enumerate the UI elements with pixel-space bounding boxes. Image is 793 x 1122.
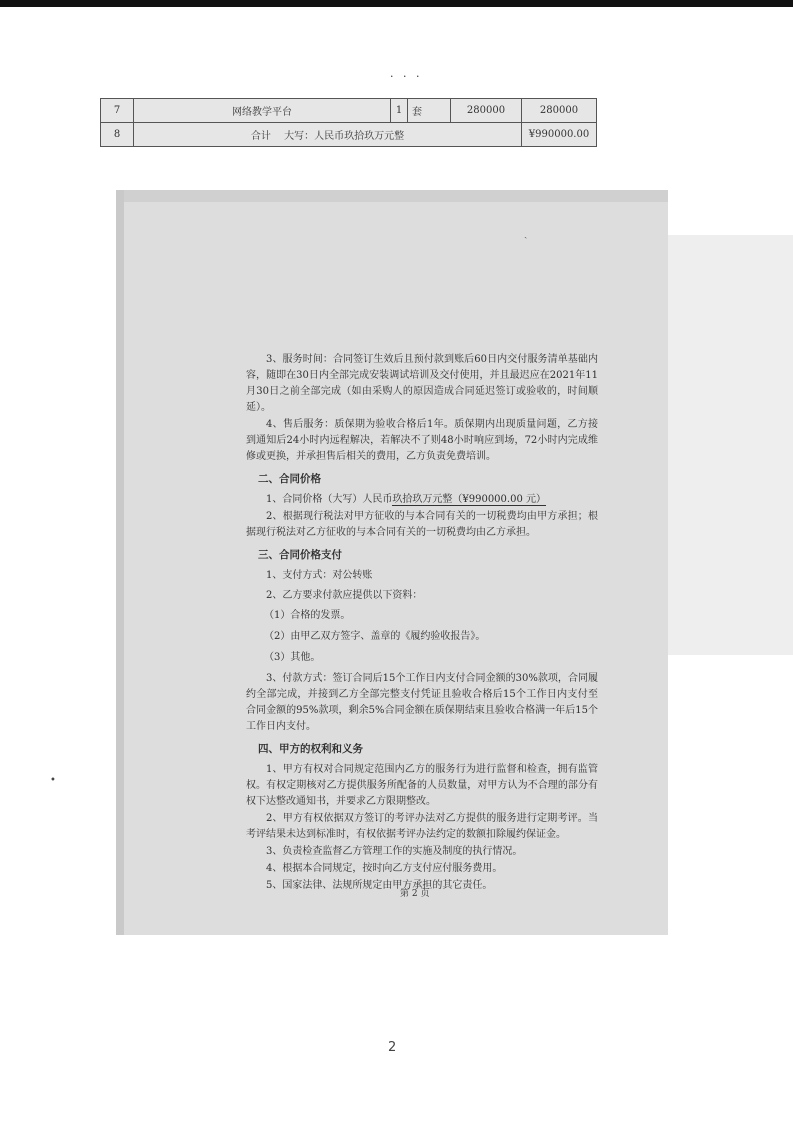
service-time-paragraph: 3、服务时间：合同签订生效后且预付款到账后60日内交付服务清单基础内容，随即在30日内全部完成安装调试培训及交付使用，并且最迟应在2021年11月30日之前全部完成（如由采购人的原因造成合同延迟签订或验收的，时间顺延）。 [246, 354, 598, 413]
price-paragraph [246, 492, 598, 508]
payment-documents: 2、乙方要求付款应提供以下资料： [266, 590, 423, 601]
right-paragraph-5: 5、国家法律、法规所规定由甲方承担的其它责任。 [266, 880, 493, 891]
top-border [0, 0, 793, 7]
document-item-other: （3）其他。 [264, 652, 321, 663]
item-unit-price: 280000 [451, 99, 522, 123]
document-item-invoice: （1）合格的发票。 [264, 610, 351, 621]
stray-mark: • [50, 775, 56, 786]
right-paragraph-3: 3、负责检查监督乙方管理工作的实施及制度的执行情况。 [266, 846, 523, 857]
right-paragraph-1: 1、甲方有权对合同规定范围内乙方的服务行为进行监督和检查，拥有监管权。有权定期核对乙方提供服务所配备的人员数量，对甲方认为不合理的部分有权下达整改通知书，并要求乙方限期整改。 [246, 764, 598, 807]
price-in-words: 玖拾玖万元整 [392, 494, 453, 505]
item-total: 280000 [522, 99, 597, 123]
sum-label: 合计 大写：人民币玖拾玖万元整 [134, 123, 522, 147]
header-marks: · · · [390, 70, 423, 83]
right-paragraph-4: 4、根据本合同规定，按时向乙方支付应付服务费用。 [266, 863, 503, 874]
scan-page-number: 第 2 页 [400, 889, 430, 899]
contract-text [246, 352, 598, 895]
payment-method: 1、支付方式：对公转账 [266, 570, 373, 581]
section-heading-price: 二、合同价格 [258, 473, 321, 485]
page-number: 2 [388, 1040, 397, 1055]
tax-paragraph: 2、根据现行税法对甲方征收的与本合同有关的一切税费均由甲方承担；根据现行税法对乙方征收的与本合同有关的一切税费均由乙方承担。 [246, 511, 598, 538]
table-row [101, 99, 597, 123]
item-quantity: 1 [391, 99, 408, 123]
price-prefix: 1、合同价格（大写）人民币 [266, 494, 393, 505]
section-heading-rights: 四、甲方的权利和义务 [258, 743, 363, 755]
payment-terms: 3、付款方式：签订合同后15个工作日内支付合同金额的30%款项，合同履约全部完成，并接到乙方全部完整支付凭证且验收合格后15个工作日内支付至合同金额的95%款项，剩余5%合同金额在质保期结束且验收合格满一年后15个工作日内支付。 [246, 673, 598, 732]
item-number: 8 [101, 123, 134, 147]
sum-total: ¥990000.00 [522, 123, 597, 147]
section-heading-payment: 三、合同价格支付 [258, 549, 342, 561]
sheet-top-shadow [124, 190, 668, 202]
pen-mark: ˏ [524, 228, 528, 239]
item-number: 7 [101, 99, 134, 123]
right-paragraph-2: 2、甲方有权依据双方签订的考评办法对乙方提供的服务进行定期考评。当考评结果未达到标准时，有权依据考评办法约定的数额扣除履约保证金。 [246, 813, 598, 840]
after-sales-paragraph: 4、售后服务：质保期为验收合格后1年。质保期内出现质量问题，乙方接到通知后24小时内远程解决，若解决不了则48小时响应到场，72小时内完成维修或更换，并承担售后相关的费用，乙方负责免费培训。 [246, 419, 598, 462]
item-unit: 套 [408, 99, 451, 123]
item-name: 网络教学平台 [134, 99, 391, 123]
table-row [101, 123, 597, 147]
items-table [100, 98, 597, 147]
price-amount: （¥990000.00 元） [452, 494, 546, 505]
document-item-report: （2）由甲乙双方签字、盖章的《履约验收报告》。 [264, 631, 486, 642]
